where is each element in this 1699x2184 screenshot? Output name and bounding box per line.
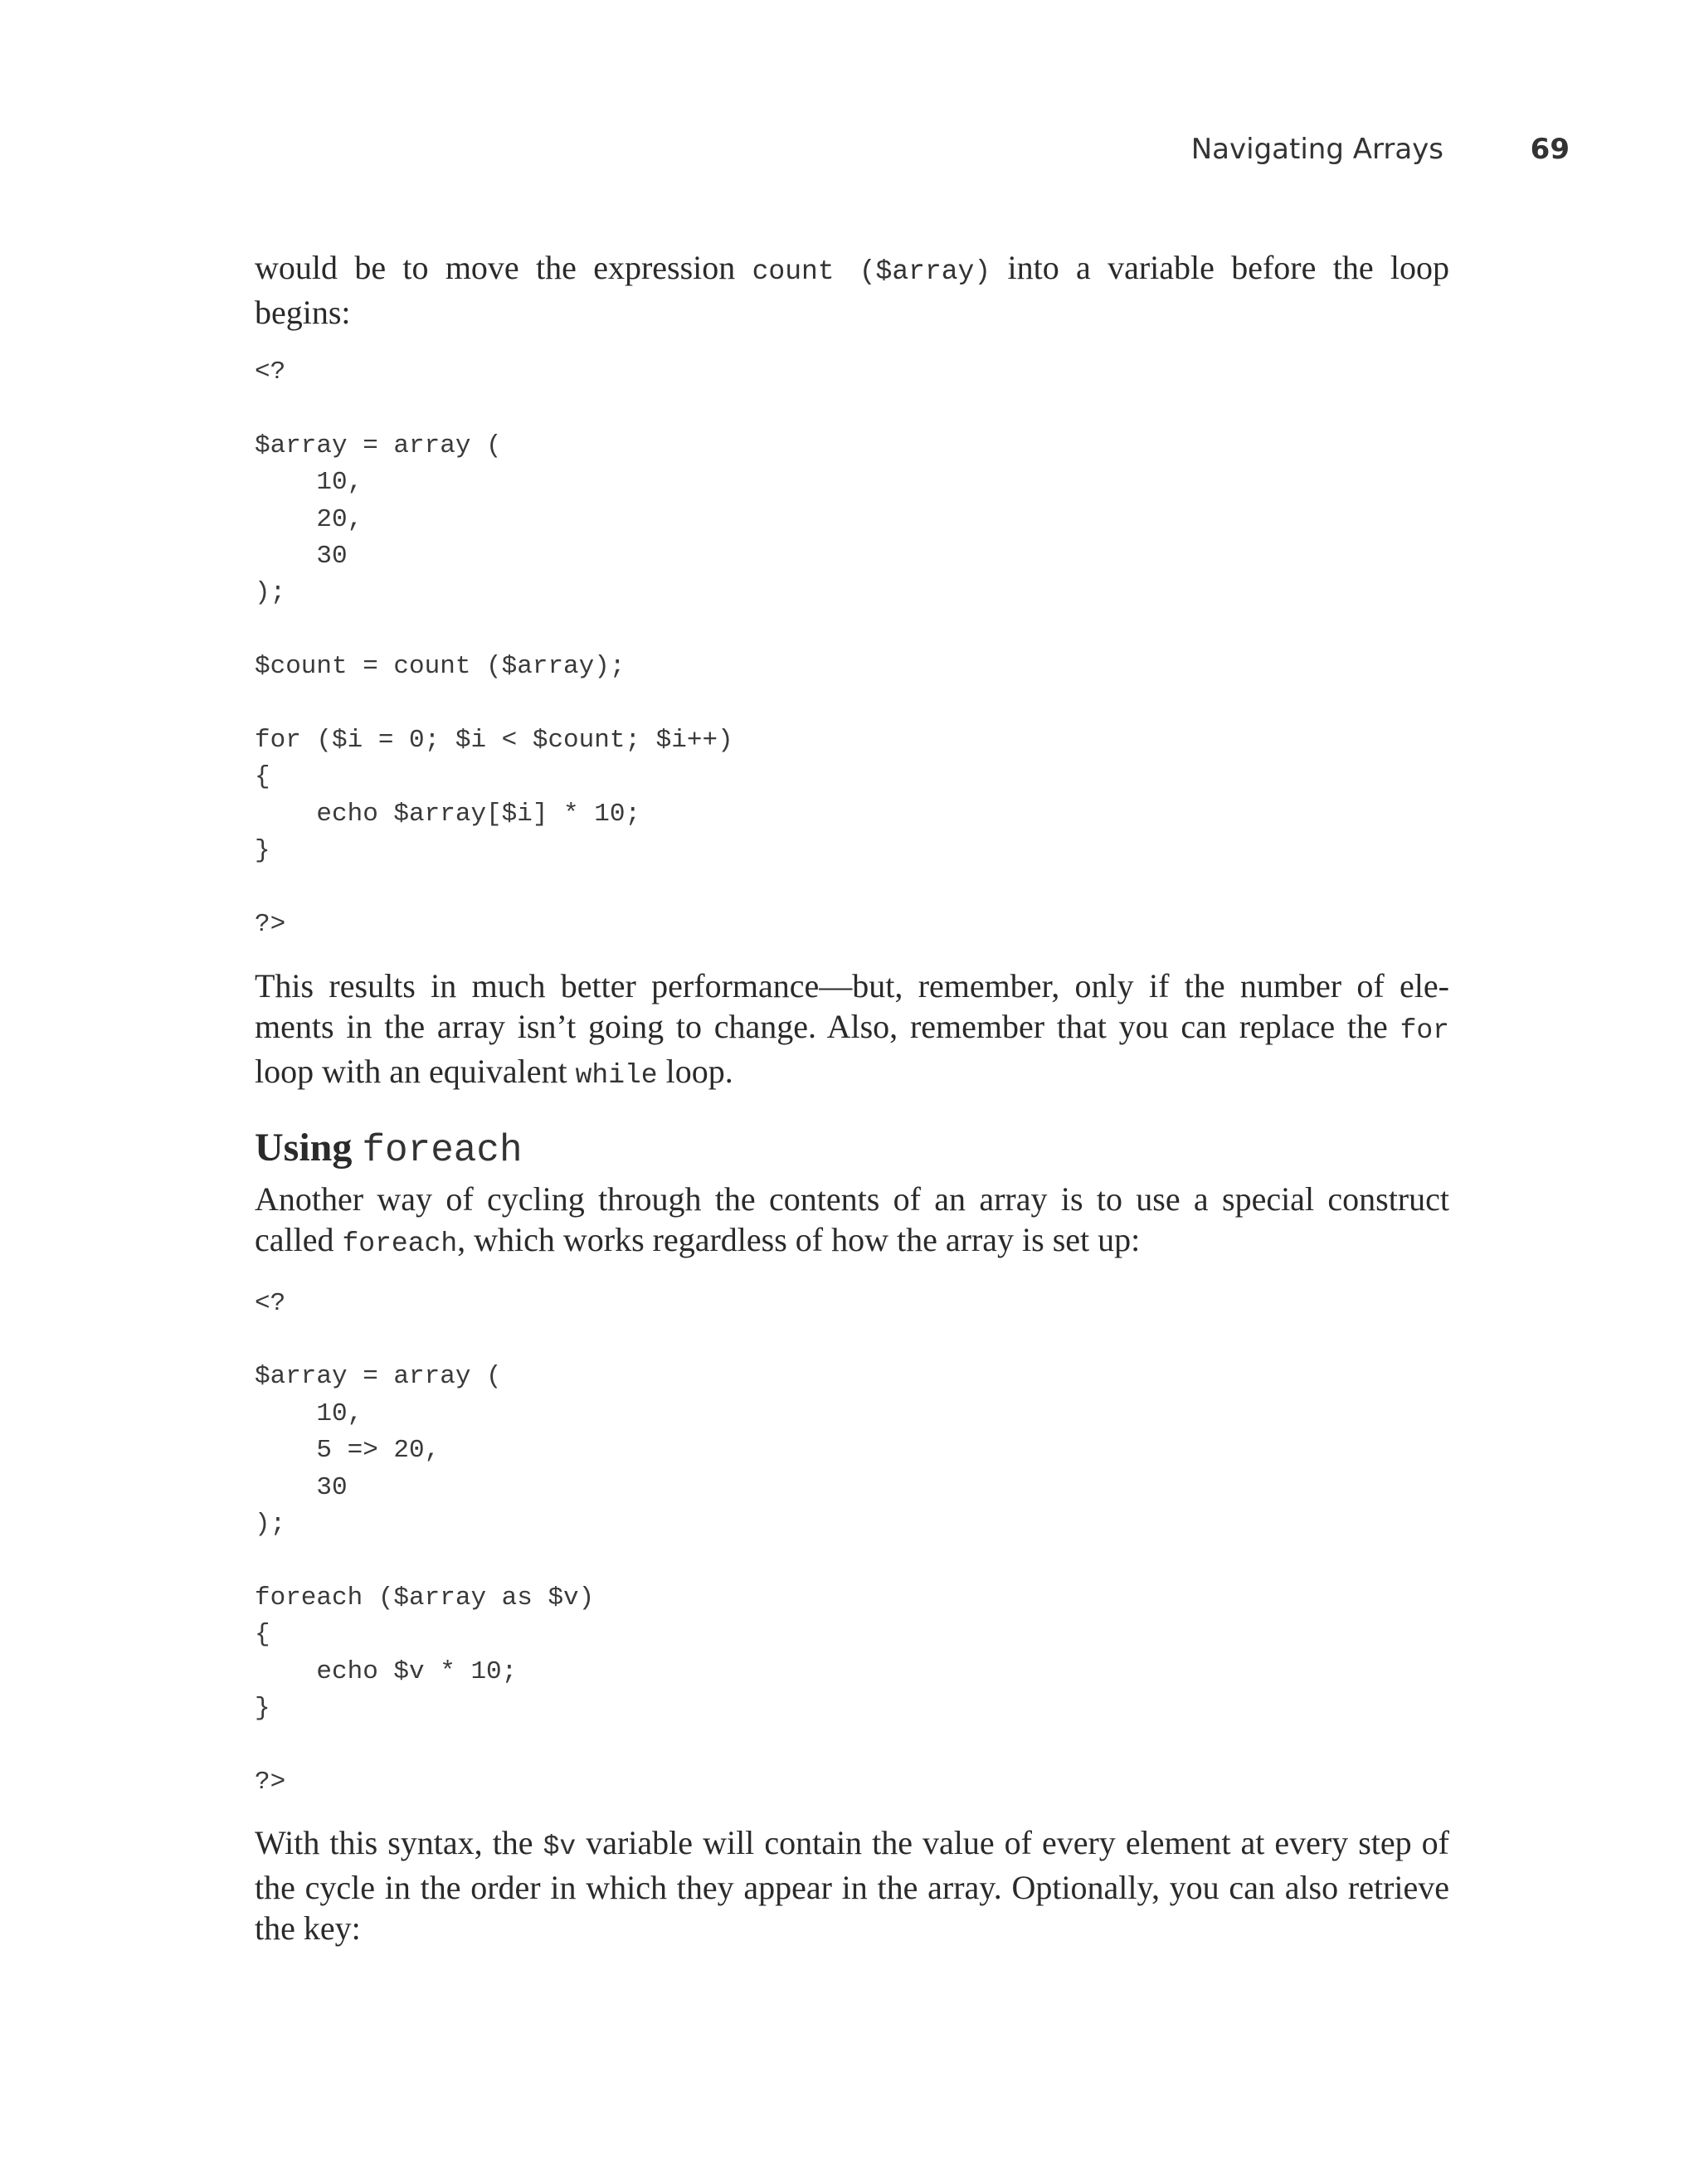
code-block-for-loop: <? $array = array ( 10, 20, 30 ); $count = count ($array); for ($i = 0; $i < $count; $i++) { echo $array[$i] * 10; } ?> <box>255 358 733 940</box>
inline-code: count ($array) <box>752 256 991 287</box>
section-heading <box>255 1123 1449 1175</box>
paragraph-intro-line-1 <box>255 247 1449 292</box>
text-run: loop. <box>657 1052 733 1090</box>
page-number: 69 <box>1530 133 1570 166</box>
inline-code: foreach <box>342 1228 458 1259</box>
inline-code: for <box>1400 1014 1449 1046</box>
paragraph-key-line-1 <box>255 1822 1449 1867</box>
running-head-section-title: Navigating Arrays <box>1190 133 1443 166</box>
paragraph-foreach-intro-line-1: Another way of cycling through the contents of an array is to use a special construct <box>255 1180 1449 1218</box>
paragraph-performance-line-1: This results in much better performance—but, remember, only if the number of ele- <box>255 966 1449 1004</box>
paragraph-performance <box>255 966 1449 1096</box>
text-run: , which works regardless of how the array is set up: <box>457 1220 1141 1258</box>
text-run: With this syntax, the <box>255 1824 543 1862</box>
section-heading-code: foreach <box>362 1128 523 1172</box>
paragraph-foreach-intro <box>255 1179 1449 1264</box>
paragraph-intro <box>255 247 1449 333</box>
page-body <box>255 247 1449 1948</box>
inline-code: $v <box>543 1831 577 1863</box>
text-run: variable will contain the value of every element at every step of <box>576 1824 1449 1862</box>
text-run: into a variable before the loop <box>991 249 1450 286</box>
text-run: ments in the array isn’t going to change. Also, remember that you can replace the <box>255 1007 1400 1045</box>
paragraph-key <box>255 1822 1449 1948</box>
inline-code: while <box>575 1059 658 1091</box>
code-block-foreach: <? $array = array ( 10, 5 => 20, 30 ); foreach ($array as $v) { echo $v * 10; } ?> <box>255 1288 595 1797</box>
text-run: called <box>255 1220 343 1258</box>
paragraph-foreach-intro-line-2 <box>255 1219 1449 1264</box>
text-run: loop with an equivalent <box>255 1052 576 1090</box>
paragraph-performance-line-2 <box>255 1006 1449 1051</box>
paragraph-key-line-3: the key: <box>255 1909 361 1948</box>
running-head <box>0 133 1699 174</box>
paragraph-key-line-2: the cycle in the order in which they appear in the array. Optionally, you can also retrieve <box>255 1869 1449 1907</box>
paragraph-performance-line-3 <box>255 1051 1449 1096</box>
section-heading-word: Using <box>255 1125 353 1170</box>
text-run: would be to move the expression <box>255 249 752 286</box>
paragraph-intro-line-2: begins: <box>255 294 351 331</box>
